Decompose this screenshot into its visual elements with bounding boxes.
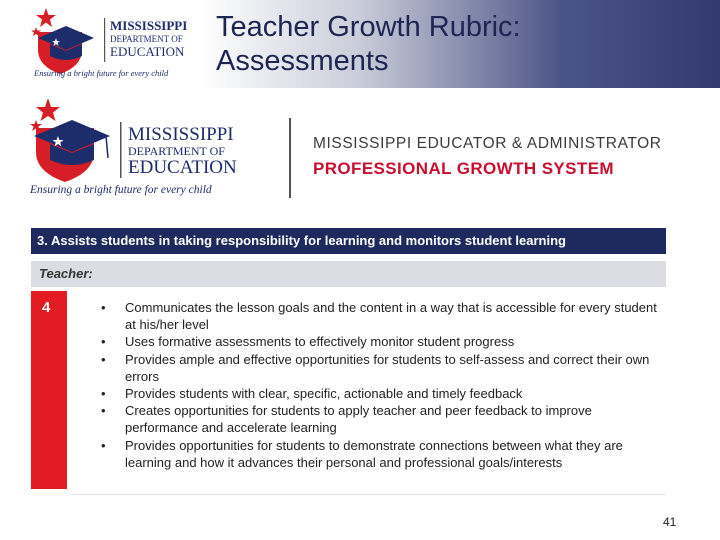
slide-title-line2: Assessments [216, 45, 389, 77]
mde-logo-large [28, 98, 268, 198]
slide-title-line1: Teacher Growth Rubric: [216, 11, 521, 43]
svg-text:DEPARTMENT OF: DEPARTMENT OF [128, 144, 225, 158]
bullet-icon: • [101, 351, 106, 367]
page-number: 41 [663, 515, 677, 529]
system-name-line2: PROFESSIONAL GROWTH SYSTEM [313, 159, 614, 178]
svg-text:EDUCATION: EDUCATION [110, 44, 185, 59]
list-item: • Provides ample and effective opportunities for students to self-assess and correct their own errors [101, 351, 650, 384]
svg-text:EDUCATION: EDUCATION [128, 157, 237, 178]
slide-header [0, 0, 720, 88]
svg-text:MISSISSIPPI: MISSISSIPPI [110, 18, 188, 33]
bullet-icon: • [101, 437, 106, 453]
slide-title [216, 10, 636, 78]
list-item: • Provides opportunities for students to demonstrate connections between what they are learning and how it advances their personal and professional goals/interests [101, 437, 623, 470]
bullet-icon: • [101, 403, 106, 419]
star-icon [36, 98, 60, 121]
mde-logo-small [30, 4, 210, 82]
bullet-icon: • [101, 300, 106, 315]
indicator-heading: 3. Assists students in taking responsibility for learning and monitors student learning [31, 228, 666, 254]
performance-level: 4 [31, 291, 67, 489]
bullet-icon: • [101, 334, 106, 350]
svg-text:Ensuring a bright future for e: Ensuring a bright future for every child [34, 68, 169, 78]
star-icon [36, 8, 56, 27]
svg-text:MISSISSIPPI: MISSISSIPPI [128, 124, 234, 145]
role-label: Teacher: [31, 261, 666, 287]
rubric-descriptors [71, 291, 666, 495]
svg-text:Ensuring a bright future for e: Ensuring a bright future for every child [30, 184, 212, 196]
list-item: • Uses formative assessments to effectively monitor student progress [101, 334, 515, 350]
descriptor-list [71, 299, 666, 471]
list-item: • Creates opportunities for students to apply teacher and peer feedback to improve performance and accelerate learning [101, 403, 592, 436]
bullet-icon: • [101, 386, 106, 402]
system-name-line1: MISSISSIPPI EDUCATOR & ADMINISTRATOR [313, 135, 662, 152]
header-divider [289, 118, 291, 198]
list-item: • Provides students with clear, specific, actionable and timely feedback [101, 386, 523, 402]
list-item: • Communicates the lesson goals and the content in a way that is accessible for every student at his/her level [101, 300, 657, 333]
svg-text:DEPARTMENT OF: DEPARTMENT OF [110, 34, 183, 44]
